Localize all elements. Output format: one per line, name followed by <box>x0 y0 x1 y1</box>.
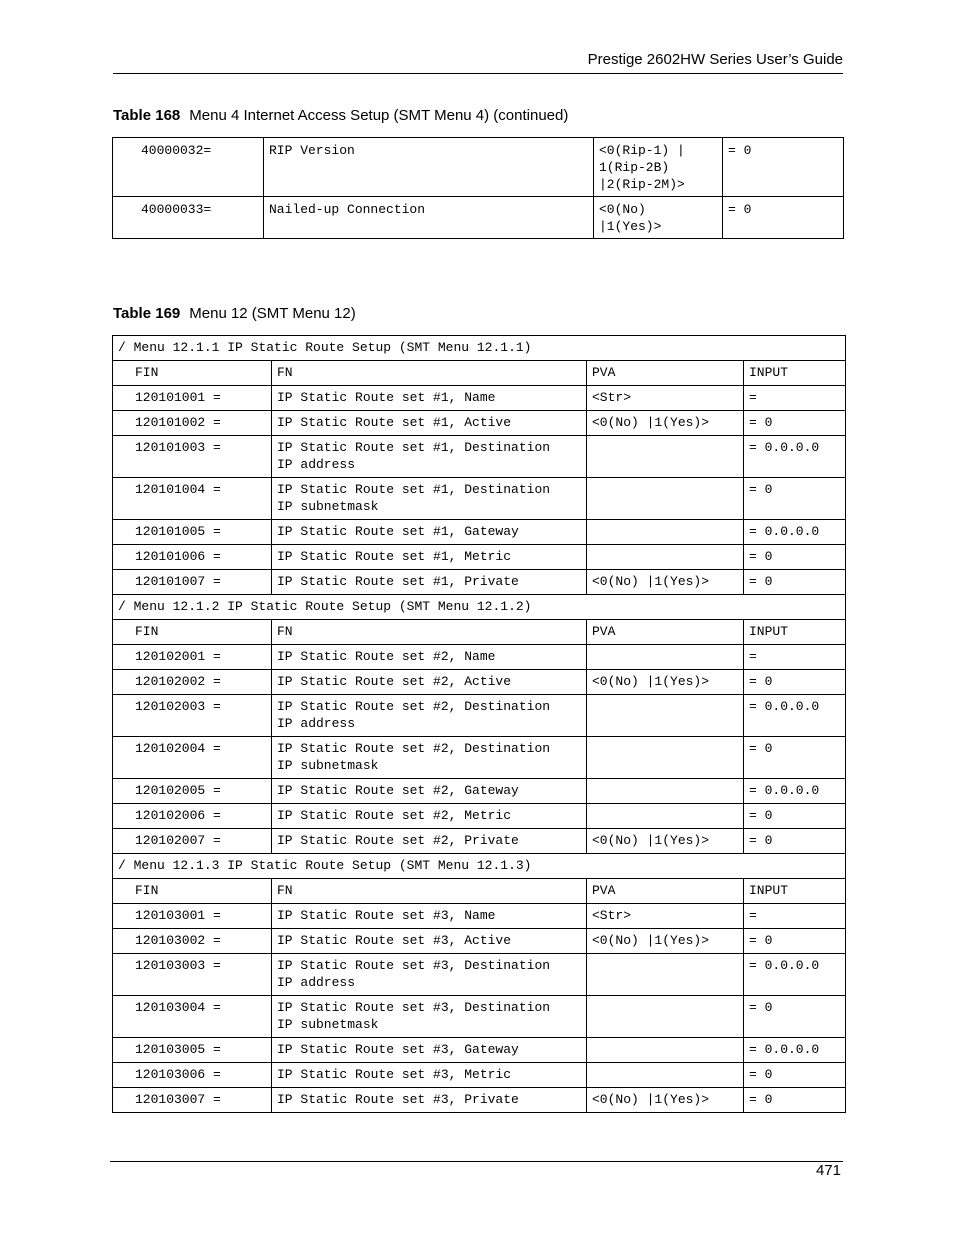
pva-cell <box>587 695 744 737</box>
pva-header: PVA <box>587 620 744 645</box>
table-row <box>113 520 846 545</box>
fin-cell: 120102001 = <box>113 645 272 670</box>
section-title: / Menu 12.1.3 IP Static Route Setup (SMT Menu 12.1.3) <box>113 854 846 879</box>
pva-cell <box>587 779 744 804</box>
input-cell: = 0.0.0.0 <box>744 520 846 545</box>
table-row <box>113 478 846 520</box>
pva-cell <box>587 996 744 1038</box>
fin-cell: 120102005 = <box>113 779 272 804</box>
table-row <box>113 695 846 737</box>
fn-cell: IP Static Route set #3, Destination IP subnetmask <box>272 996 587 1038</box>
input-header: INPUT <box>744 361 846 386</box>
pva-cell <box>587 545 744 570</box>
pva-cell <box>587 1063 744 1088</box>
header-rule <box>113 73 843 74</box>
fn-cell: IP Static Route set #1, Gateway <box>272 520 587 545</box>
page-number: 471 <box>815 1162 841 1179</box>
table-169-title: Menu 12 (SMT Menu 12) <box>189 305 356 322</box>
fn-cell: IP Static Route set #1, Destination IP subnetmask <box>272 478 587 520</box>
pva-cell: <Str> <box>587 904 744 929</box>
fin-cell: 120102004 = <box>113 737 272 779</box>
fn-cell: IP Static Route set #1, Active <box>272 411 587 436</box>
table-168-title: Menu 4 Internet Access Setup (SMT Menu 4) (continued) <box>189 107 569 124</box>
input-cell: = 0 <box>744 804 846 829</box>
table-row <box>113 804 846 829</box>
fn-cell: IP Static Route set #1, Metric <box>272 545 587 570</box>
fn-cell: RIP Version <box>264 138 594 197</box>
input-cell: = 0 <box>723 197 844 239</box>
fin-cell: 120101005 = <box>113 520 272 545</box>
input-cell: = 0.0.0.0 <box>744 954 846 996</box>
table-row <box>113 904 846 929</box>
fn-cell: IP Static Route set #2, Destination IP address <box>272 695 587 737</box>
section-title-row <box>113 854 846 879</box>
fin-cell: 120103005 = <box>113 1038 272 1063</box>
fn-cell: IP Static Route set #2, Active <box>272 670 587 695</box>
table-row <box>113 138 844 197</box>
fn-cell: IP Static Route set #3, Active <box>272 929 587 954</box>
fn-cell: IP Static Route set #1, Private <box>272 570 587 595</box>
fin-cell: 40000032= <box>113 138 264 197</box>
fin-cell: 120101006 = <box>113 545 272 570</box>
fn-cell: IP Static Route set #2, Name <box>272 645 587 670</box>
fin-cell: 120103001 = <box>113 904 272 929</box>
input-cell: = 0 <box>744 570 846 595</box>
input-header: INPUT <box>744 879 846 904</box>
input-cell: = 0 <box>744 1063 846 1088</box>
header-row <box>113 879 846 904</box>
pva-cell <box>587 737 744 779</box>
fn-cell: IP Static Route set #3, Metric <box>272 1063 587 1088</box>
input-cell: = 0 <box>744 478 846 520</box>
pva-cell: <0(No) |1(Yes)> <box>587 570 744 595</box>
fin-cell: 120103002 = <box>113 929 272 954</box>
table-169-number: Table 169 <box>113 305 181 322</box>
fn-cell: IP Static Route set #3, Destination IP address <box>272 954 587 996</box>
header-row <box>113 361 846 386</box>
pva-cell <box>587 436 744 478</box>
fn-cell: IP Static Route set #3, Private <box>272 1088 587 1113</box>
table-row <box>113 670 846 695</box>
input-cell: = 0 <box>744 545 846 570</box>
pva-cell: <0(No) |1(Yes)> <box>587 1088 744 1113</box>
fin-header: FIN <box>113 879 272 904</box>
table-row <box>113 829 846 854</box>
fin-cell: 120102006 = <box>113 804 272 829</box>
input-cell: = 0 <box>744 929 846 954</box>
pva-header: PVA <box>587 361 744 386</box>
fin-cell: 120101007 = <box>113 570 272 595</box>
pva-cell <box>587 1038 744 1063</box>
table-row <box>113 1038 846 1063</box>
pva-cell <box>587 954 744 996</box>
input-cell: = <box>744 904 846 929</box>
fn-cell: IP Static Route set #1, Name <box>272 386 587 411</box>
table-168-number: Table 168 <box>113 107 181 124</box>
section-title: / Menu 12.1.1 IP Static Route Setup (SMT Menu 12.1.1) <box>113 336 846 361</box>
input-cell: = 0.0.0.0 <box>744 695 846 737</box>
section-title: / Menu 12.1.2 IP Static Route Setup (SMT Menu 12.1.2) <box>113 595 846 620</box>
fin-cell: 120103007 = <box>113 1088 272 1113</box>
input-header: INPUT <box>744 620 846 645</box>
fn-cell: IP Static Route set #2, Gateway <box>272 779 587 804</box>
pva-cell: <0(No) |1(Yes)> <box>587 829 744 854</box>
input-cell: = <box>744 386 846 411</box>
section-title-row <box>113 595 846 620</box>
fn-header: FN <box>272 361 587 386</box>
table-168-caption <box>113 106 568 126</box>
table-row <box>113 779 846 804</box>
input-cell: = 0 <box>744 829 846 854</box>
fin-cell: 120103006 = <box>113 1063 272 1088</box>
table-row <box>113 1088 846 1113</box>
input-cell: = 0 <box>744 411 846 436</box>
fin-cell: 120102007 = <box>113 829 272 854</box>
table-row <box>113 645 846 670</box>
pva-cell: <0(No) |1(Yes)> <box>587 929 744 954</box>
fin-cell: 120101002 = <box>113 411 272 436</box>
table-row <box>113 954 846 996</box>
fn-cell: IP Static Route set #2, Metric <box>272 804 587 829</box>
table-row <box>113 411 846 436</box>
pva-cell: <0(Rip-1) | 1(Rip-2B) |2(Rip-2M)> <box>594 138 723 197</box>
input-cell: = 0.0.0.0 <box>744 1038 846 1063</box>
table-row <box>113 1063 846 1088</box>
table-row <box>113 436 846 478</box>
fin-cell: 120101001 = <box>113 386 272 411</box>
section-title-row <box>113 336 846 361</box>
fn-header: FN <box>272 620 587 645</box>
table-row <box>113 197 844 239</box>
input-cell: = 0.0.0.0 <box>744 436 846 478</box>
fin-cell: 120103003 = <box>113 954 272 996</box>
pva-cell <box>587 804 744 829</box>
input-cell: = 0 <box>723 138 844 197</box>
table-row <box>113 996 846 1038</box>
pva-cell <box>587 520 744 545</box>
pva-header: PVA <box>587 879 744 904</box>
fin-cell: 120101004 = <box>113 478 272 520</box>
input-cell: = 0.0.0.0 <box>744 779 846 804</box>
table-row <box>113 570 846 595</box>
table-row <box>113 737 846 779</box>
fin-header: FIN <box>113 361 272 386</box>
pva-cell: <0(No) |1(Yes)> <box>587 670 744 695</box>
table-168 <box>112 137 844 239</box>
pva-cell: <0(No) |1(Yes)> <box>594 197 723 239</box>
fn-cell: IP Static Route set #3, Name <box>272 904 587 929</box>
fin-header: FIN <box>113 620 272 645</box>
pva-cell: <0(No) |1(Yes)> <box>587 411 744 436</box>
table-169-caption <box>113 304 356 324</box>
table-169 <box>112 335 846 1113</box>
fin-cell: 120101003 = <box>113 436 272 478</box>
fin-cell: 120102003 = <box>113 695 272 737</box>
running-header: Prestige 2602HW Series User’s Guide <box>587 51 843 68</box>
pva-cell: <Str> <box>587 386 744 411</box>
table-row <box>113 929 846 954</box>
fn-cell: Nailed-up Connection <box>264 197 594 239</box>
header-row <box>113 620 846 645</box>
fin-cell: 40000033= <box>113 197 264 239</box>
fn-cell: IP Static Route set #2, Private <box>272 829 587 854</box>
input-cell: = 0 <box>744 670 846 695</box>
input-cell: = 0 <box>744 1088 846 1113</box>
fin-cell: 120103004 = <box>113 996 272 1038</box>
table-row <box>113 386 846 411</box>
fn-header: FN <box>272 879 587 904</box>
pva-cell <box>587 645 744 670</box>
fn-cell: IP Static Route set #2, Destination IP subnetmask <box>272 737 587 779</box>
input-cell: = 0 <box>744 737 846 779</box>
fn-cell: IP Static Route set #1, Destination IP address <box>272 436 587 478</box>
fin-cell: 120102002 = <box>113 670 272 695</box>
table-row <box>113 545 846 570</box>
input-cell: = 0 <box>744 996 846 1038</box>
input-cell: = <box>744 645 846 670</box>
pva-cell <box>587 478 744 520</box>
fn-cell: IP Static Route set #3, Gateway <box>272 1038 587 1063</box>
